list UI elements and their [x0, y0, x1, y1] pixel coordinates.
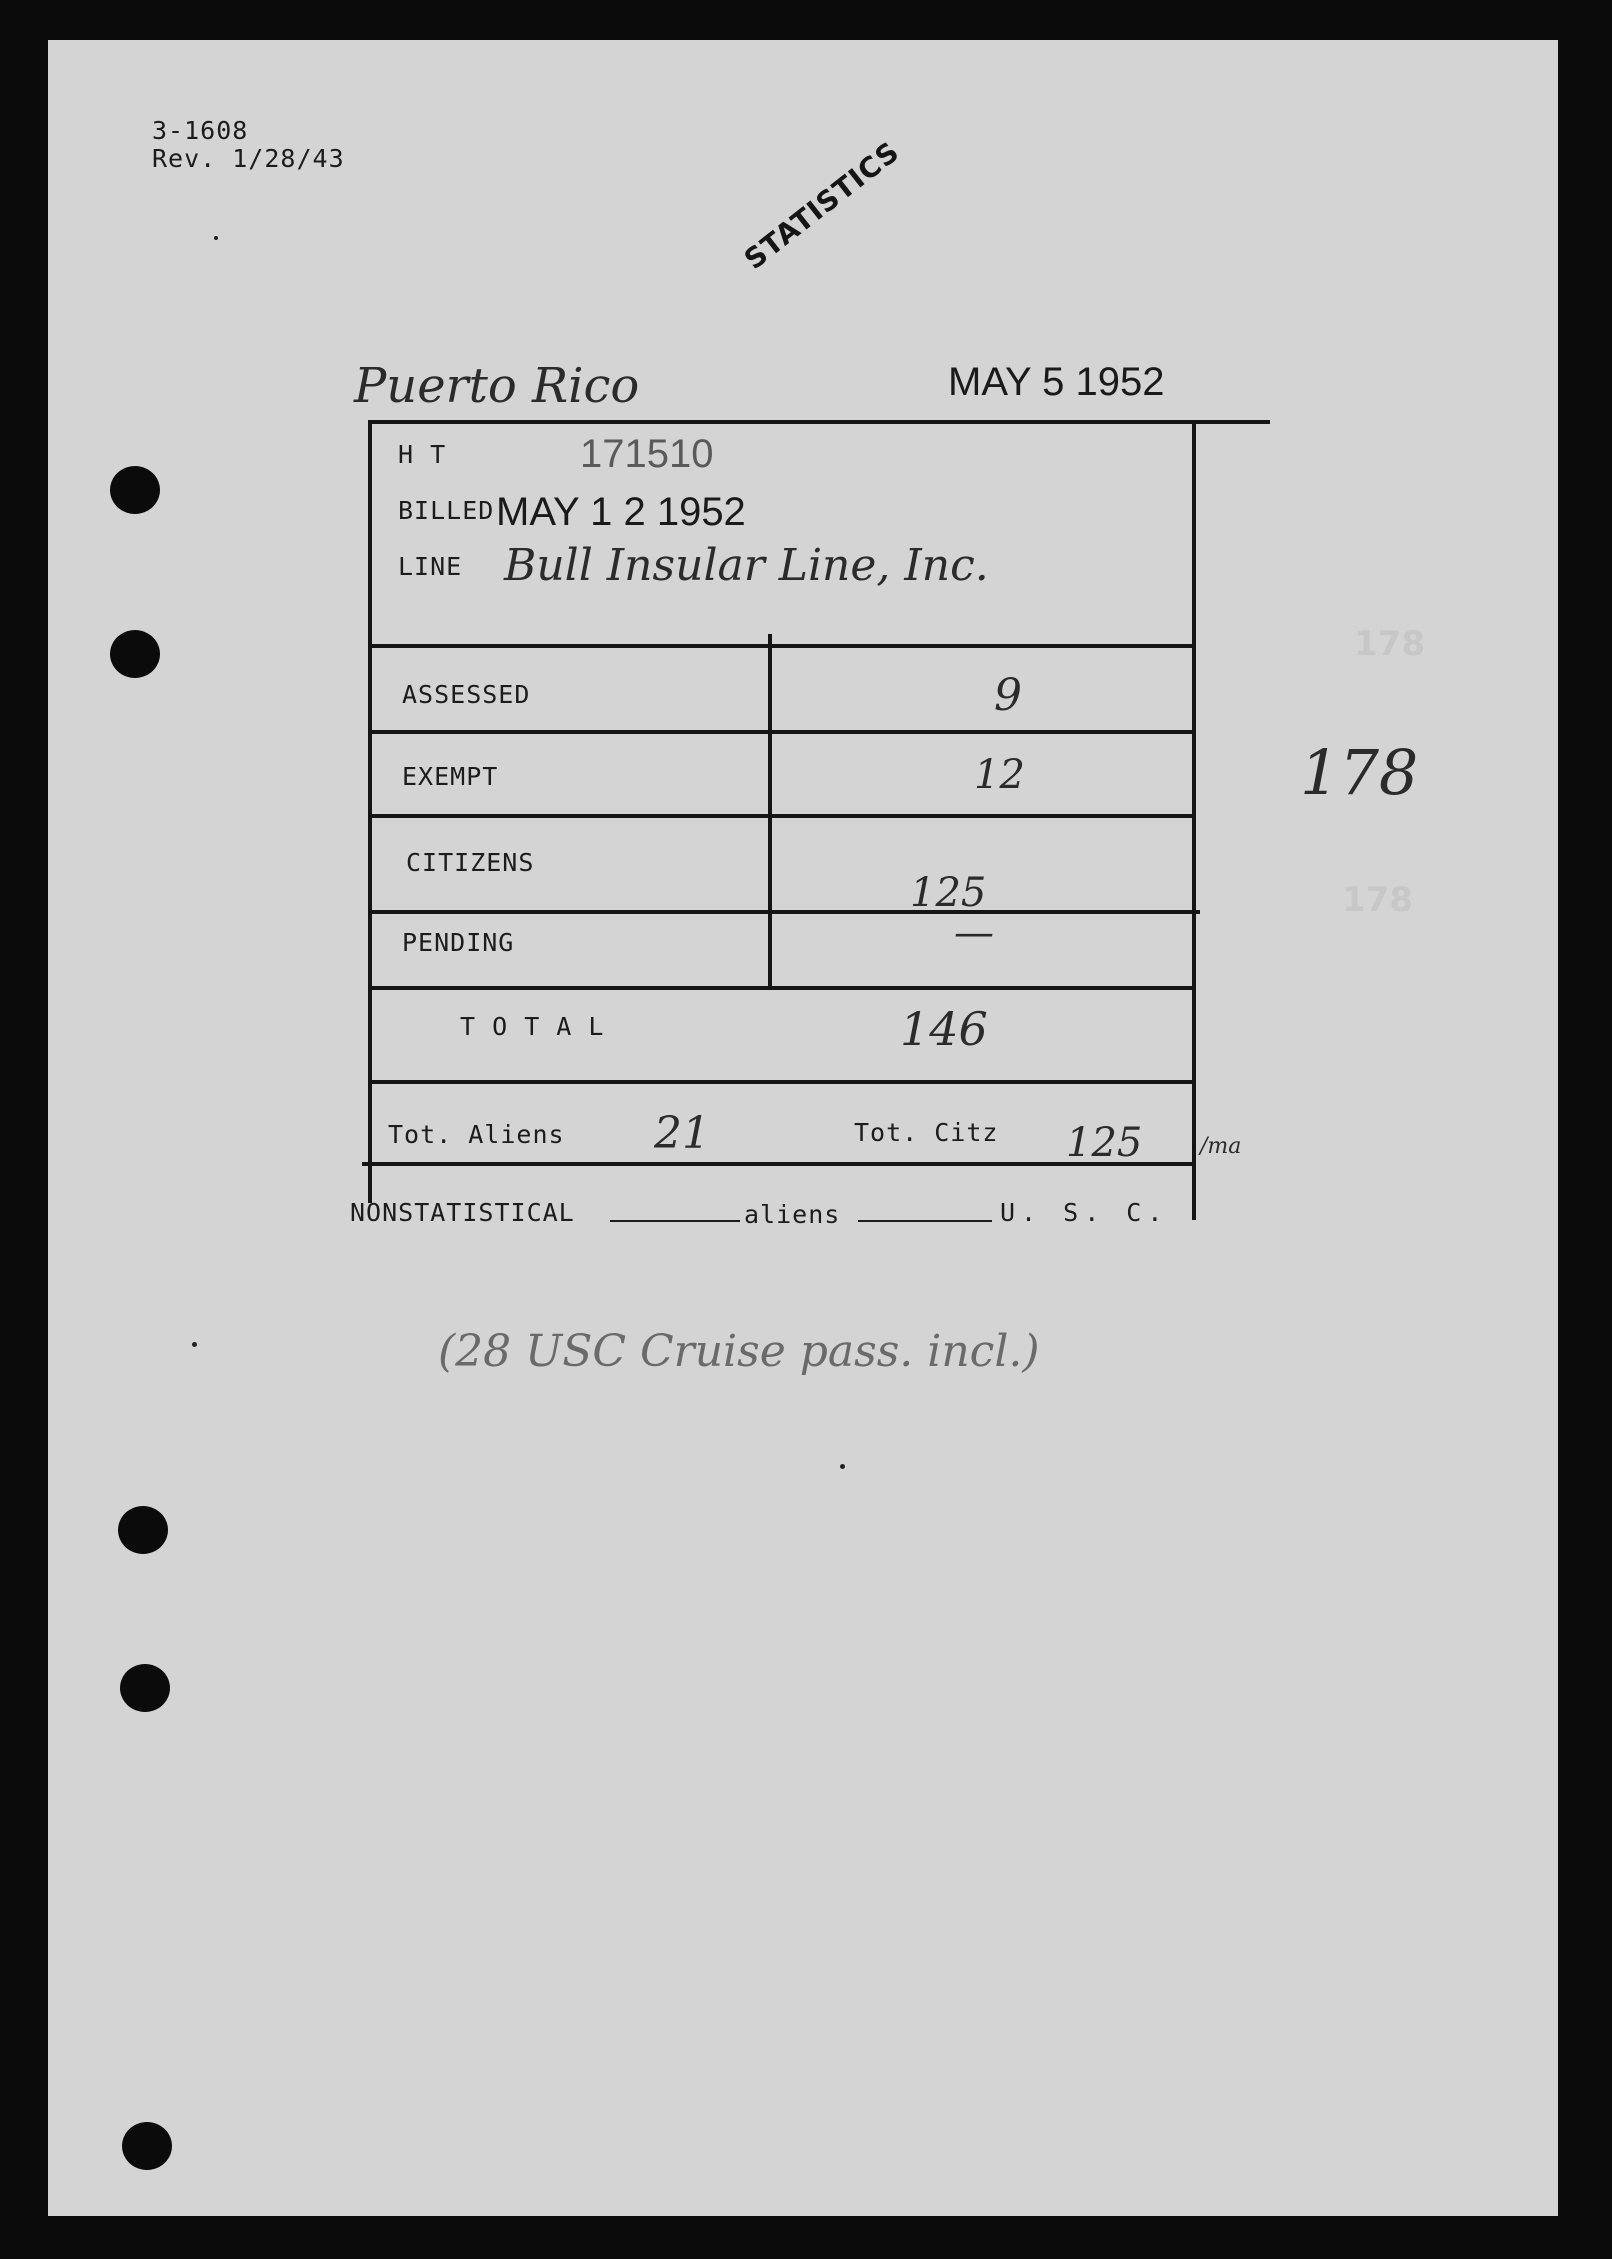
form-number: 3-1608: [152, 116, 249, 145]
box-left-line: [368, 420, 372, 1203]
speck: [840, 1464, 845, 1469]
punch-hole: [110, 630, 160, 678]
punch-hole: [110, 466, 160, 514]
punch-hole: [120, 1664, 170, 1712]
row-line: [368, 730, 1196, 734]
row-label-exempt: EXEMPT: [402, 762, 499, 791]
faint-number: 178: [1342, 880, 1413, 920]
row-line: [368, 986, 1196, 990]
clerk-initials: /ma: [1200, 1134, 1242, 1159]
row-label-assessed: ASSESSED: [402, 680, 531, 709]
box-right-line: [1192, 420, 1196, 1220]
tot-aliens-label: Tot. Aliens: [388, 1120, 565, 1149]
statistics-stamp: STATISTICS: [738, 134, 906, 277]
side-number: 178: [1300, 736, 1419, 809]
row-line: [368, 644, 1196, 648]
row-line: [368, 814, 1196, 818]
punch-hole: [122, 2122, 172, 2170]
ht-number: 171510: [580, 432, 714, 476]
port-name: Puerto Rico: [354, 358, 640, 414]
ht-label: H T: [398, 440, 447, 469]
speck: [192, 1342, 197, 1347]
nonstat-aliens: aliens: [744, 1200, 841, 1229]
document-page: [48, 40, 1558, 2216]
faint-number: 178: [1354, 624, 1425, 664]
form-revision: Rev. 1/28/43: [152, 144, 345, 173]
total-value: 146: [900, 1002, 988, 1056]
tot-cit-label: Tot. Citz: [854, 1118, 999, 1147]
line-label: LINE: [398, 552, 463, 581]
row-line: [368, 1080, 1196, 1084]
row-label-citizens: CITIZENS: [406, 848, 535, 877]
row-value-assessed: 9: [994, 670, 1022, 721]
column-divider: [768, 634, 772, 986]
cruise-note: (28 USC Cruise pass. incl.): [438, 1326, 1040, 1377]
blank-line: [858, 1220, 992, 1222]
speck: [214, 236, 218, 240]
tot-cit-value: 125: [1066, 1120, 1143, 1166]
billed-date: MAY 1 2 1952: [496, 490, 746, 534]
row-line: [368, 910, 1200, 914]
row-label-pending: PENDING: [402, 928, 515, 957]
blank-line: [610, 1220, 740, 1222]
row-value-citizens: 125: [910, 870, 987, 916]
nonstat-label: NONSTATISTICAL: [350, 1198, 575, 1227]
box-top-line: [368, 420, 1270, 424]
row-value-exempt: 12: [974, 752, 1025, 798]
punch-hole: [118, 1506, 168, 1554]
line-value: Bull Insular Line, Inc.: [504, 540, 989, 591]
row-value-pending: —: [954, 910, 994, 956]
total-label: T O T A L: [460, 1012, 605, 1041]
billed-label: BILLED: [398, 496, 495, 525]
nonstat-usc: U. S. C.: [1000, 1198, 1169, 1227]
date-stamp: MAY 5 1952: [948, 360, 1165, 404]
tot-aliens-value: 21: [654, 1108, 710, 1159]
